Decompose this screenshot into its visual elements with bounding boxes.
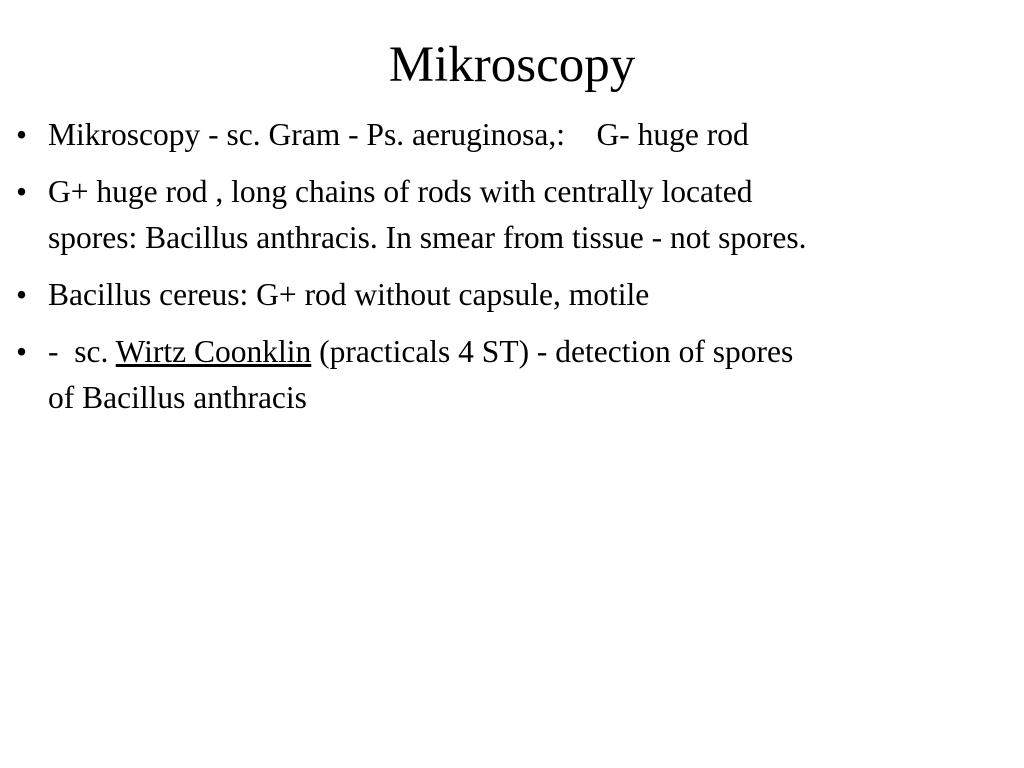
- bullet-suffix: (practicals 4 ST) - detection of spores: [311, 334, 794, 369]
- bullet-marker: •: [16, 117, 28, 152]
- bullet-prefix: - sc.: [48, 334, 116, 369]
- bullet-text-line-2: spores: Bacillus anthracis. In smear from tissue - not spores.: [48, 220, 807, 255]
- wirtz-coonklin-link[interactable]: Wirtz Coonklin: [115, 334, 312, 369]
- bullet-text: Mikroscopy - sc. Gram - Ps. aeruginosa,: G- huge rod: [48, 117, 749, 152]
- bullet-marker: •: [16, 334, 28, 369]
- slide-title: Mikroscopy: [388, 37, 636, 93]
- bullet-text-line-2: of Bacillus anthracis: [48, 380, 307, 415]
- bullet-list: [14, 112, 1019, 432]
- bullet-item-4: [14, 329, 1019, 421]
- bullet-text-line-1: G+ huge rod , long chains of rods with centrally located: [48, 174, 753, 209]
- bullet-item-3: [14, 272, 1019, 318]
- bullet-text-line-1: [48, 329, 1019, 375]
- bullet-marker: •: [16, 174, 28, 209]
- bullet-text: Bacillus cereus: G+ rod without capsule, motile: [48, 277, 650, 312]
- bullet-marker: •: [16, 277, 28, 312]
- bullet-item-2: [14, 169, 1019, 261]
- bullet-item-1: [14, 112, 1019, 158]
